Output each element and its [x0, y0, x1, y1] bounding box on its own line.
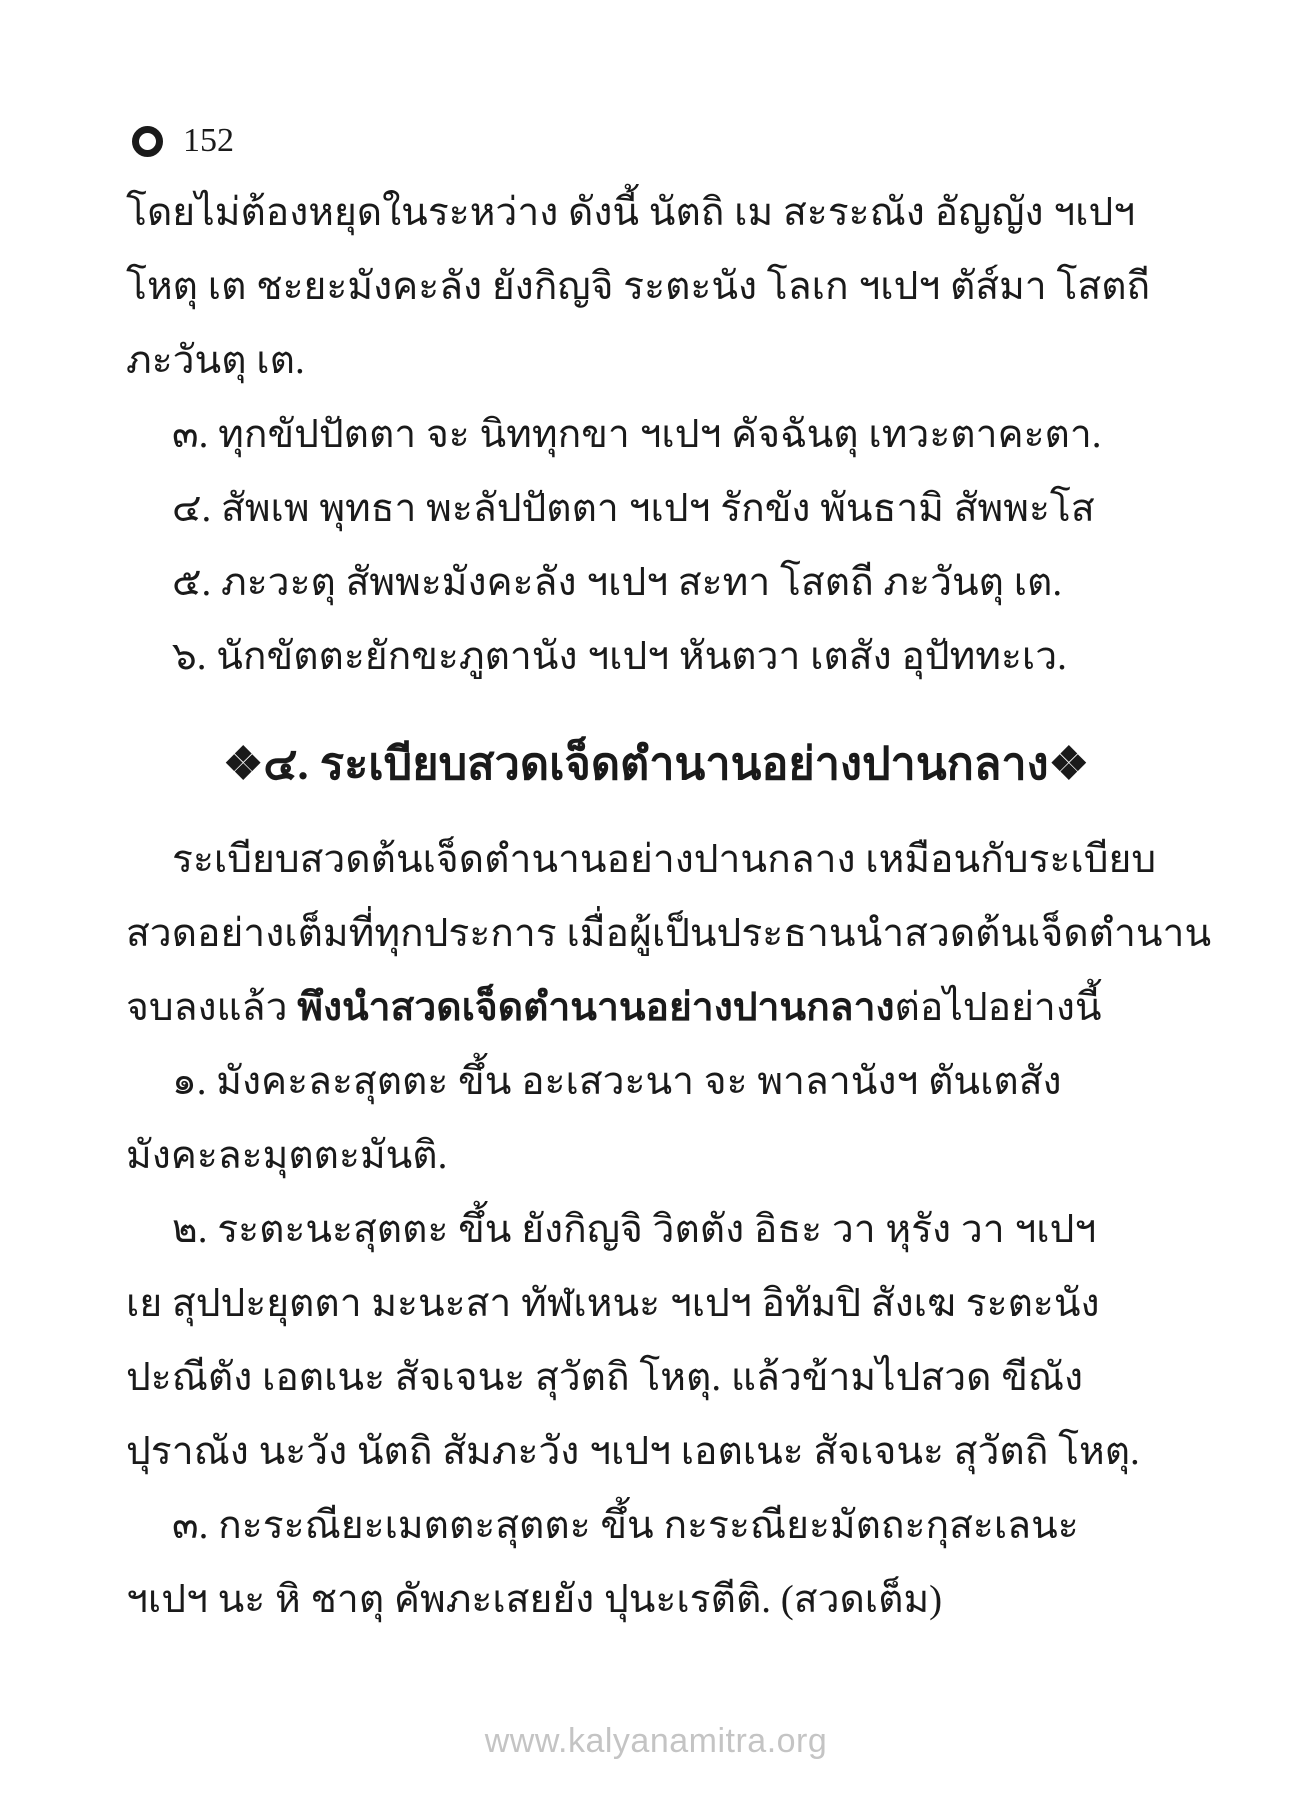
section-heading: ❖๔. ระเบียบสวดเจ็ดตำนานอย่างปานกลาง❖	[223, 739, 1089, 789]
intro-line	[126, 971, 1192, 1045]
page-header	[132, 124, 234, 158]
list-item: ๓. กะระณียะเมตตะสุตตะ ขึ้น กะระณียะมัตถะกุสะเลนะ	[172, 1504, 1079, 1547]
list-item: ๑. มังคะละสุตตะ ขึ้น อะเสวะนา จะ พาลานังฯ ตันเตสัง	[172, 1060, 1062, 1103]
list-item: ๕. ภะวะตุ สัพพะมังคะลัง ฯเปฯ สะทา โสตถี ภะวันตุ เต.	[172, 561, 1063, 604]
paragraph-line: โดยไม่ต้องหยุดในระหว่าง ดังนี้ นัตถิ เม สะระณัง อัญญัง ฯเปฯ	[126, 191, 1136, 234]
section-body	[126, 823, 1212, 1637]
page-number: 152	[183, 122, 234, 159]
list-item-continuation: ฯเปฯ นะ หิ ชาตุ คัพภะเสยยัง ปุนะเรตีติ. (สวดเต็ม)	[126, 1578, 943, 1621]
list-item-continuation: ปะณีตัง เอตเนะ สัจเจนะ สุวัตถิ โหตุ. แล้วข้ามไปสวด ขีณัง	[126, 1356, 1084, 1399]
list-item-continuation: ปุราณัง นะวัง นัตถิ สัมภะวัง ฯเปฯ เอตเนะ สัจเจนะ สุวัตถิ โหตุ.	[126, 1430, 1140, 1473]
list-item: ๔. สัพเพ พุทธา พะลัปปัตตา ฯเปฯ รักขัง พันธามิ สัพพะโส	[172, 487, 1095, 530]
previous-section-text	[126, 176, 1192, 694]
list-item-continuation: มังคะละมุตตะมันติ.	[126, 1134, 448, 1177]
paragraph-line: โหตุ เต ชะยะมังคะลัง ยังกิญจิ ระตะนัง โลเก ฯเปฯ ตัส์มา โสตถี	[126, 265, 1151, 308]
list-item-continuation: เย สุปปะยุตตา มะนะสา ทัฬเหนะ ฯเปฯ อิทัมปิ สังเฆ ระตะนัง	[126, 1282, 1100, 1325]
list-item: ๖. นักขัตตะยักขะภูตานัง ฯเปฯ หันตวา เตสัง อุปัททะเว.	[172, 635, 1067, 678]
list-item: ๓. ทุกขัปปัตตา จะ นิททุกขา ฯเปฯ คัจฉันตุ เทวะตาคะตา.	[172, 413, 1102, 456]
circle-marker-icon	[132, 126, 163, 157]
intro-text: ต่อไปอย่างนี้	[894, 986, 1102, 1029]
footer-watermark-url: www.kalyanamitra.org	[484, 1722, 828, 1760]
intro-bold-text: พึงนำสวดเจ็ดตำนานอย่างปานกลาง	[297, 986, 895, 1029]
intro-line: สวดอย่างเต็มที่ทุกประการ เมื่อผู้เป็นประธานนำสวดต้นเจ็ดตำนาน	[126, 912, 1212, 955]
list-item: ๒. ระตะนะสุตตะ ขึ้น ยังกิญจิ วิตตัง อิธะ วา หุรัง วา ฯเปฯ	[172, 1208, 1097, 1251]
intro-line: ระเบียบสวดต้นเจ็ดตำนานอย่างปานกลาง เหมือนกับระเบียบ	[172, 838, 1157, 881]
intro-text: จบลงแล้ว	[126, 986, 298, 1029]
paragraph-line: ภะวันตุ เต.	[126, 339, 305, 382]
